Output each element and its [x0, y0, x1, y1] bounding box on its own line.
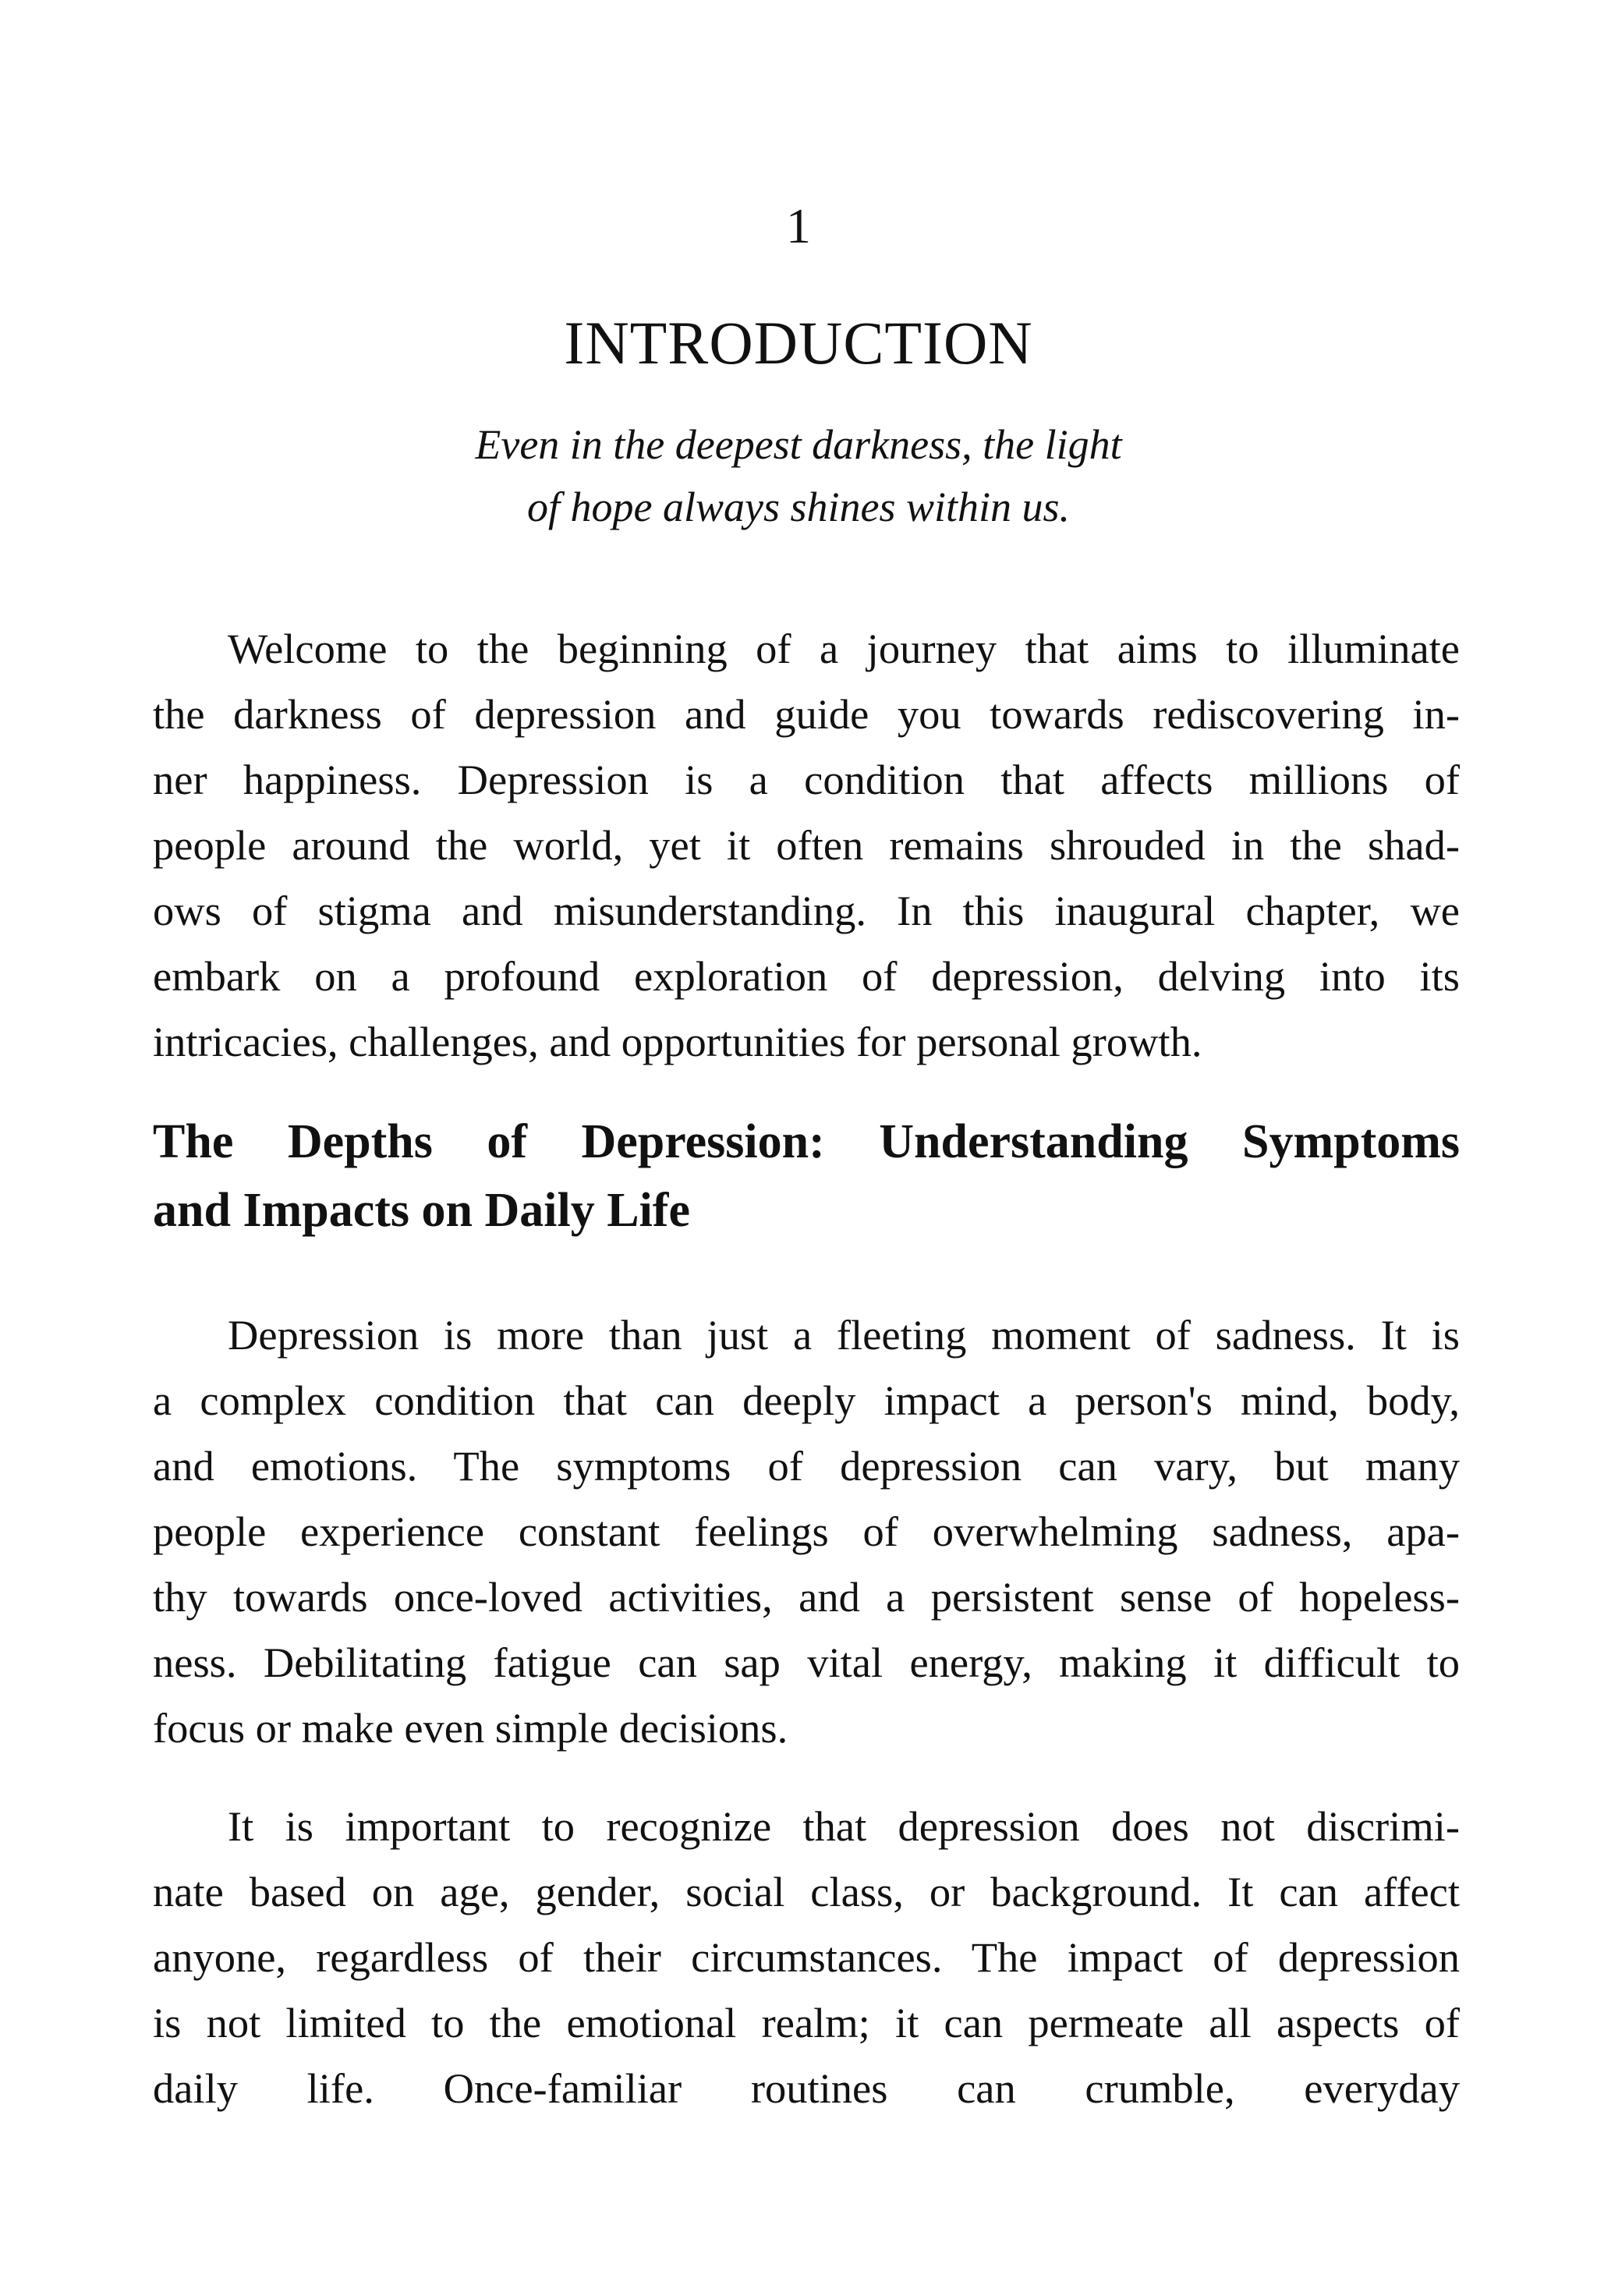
text-line: is not limited to the emotional realm; it can permeate all aspects of	[153, 1999, 1460, 2046]
text-line: and emotions. The symptoms of depression can vary, but many	[153, 1442, 1460, 1490]
chapter-number: 1	[786, 198, 811, 253]
text-line: intricacies, challenges, and opportunities for personal growth.	[153, 1018, 1202, 1065]
epigraph-line: Even in the deepest darkness, the light	[475, 421, 1122, 468]
text-line: Depression is more than just a fleeting moment of sadness. It is	[228, 1311, 1460, 1359]
text-line: the darkness of depression and guide you towards rediscovering in-	[153, 690, 1460, 738]
text-line: ows of stigma and misunderstanding. In this inaugural chapter, we	[153, 887, 1460, 934]
heading-line: The Depths of Depression: Understanding Symptoms	[153, 1115, 1460, 1168]
text-line: people experience constant feelings of overwhelming sadness, apa-	[153, 1508, 1460, 1555]
heading-line: and Impacts on Daily Life	[153, 1184, 690, 1237]
epigraph-line: of hope always shines within us.	[526, 484, 1070, 530]
epigraph	[0, 413, 1597, 538]
text-line: people around the world, yet it often remains shrouded in the shad-	[153, 821, 1460, 869]
impact-paragraph	[153, 1794, 1460, 2121]
text-line: daily life. Once-familiar routines can crumble, everyday	[153, 2064, 1460, 2112]
text-line: focus or make even simple decisions.	[153, 1704, 788, 1752]
section-heading	[153, 1107, 1460, 1245]
text-line: ness. Debilitating fatigue can sap vital energy, making it difficult to	[153, 1639, 1460, 1686]
chapter-title: INTRODUCTION	[564, 309, 1033, 377]
text-line: a complex condition that can deeply impact a person's mind, body,	[153, 1377, 1460, 1424]
text-line: embark on a profound exploration of depression, delving into its	[153, 952, 1460, 1000]
text-line: Welcome to the beginning of a journey that aims to illuminate	[228, 625, 1460, 672]
text-line: nate based on age, gender, social class, or background. It can affect	[153, 1868, 1460, 1915]
text-line: thy towards once-loved activities, and a persistent sense of hopeless-	[153, 1573, 1460, 1621]
text-line: anyone, regardless of their circumstances. The impact of depression	[153, 1933, 1460, 1981]
symptoms-paragraph	[153, 1302, 1460, 1761]
text-line: It is important to recognize that depression does not discrimi-	[228, 1802, 1460, 1850]
text-line: ner happiness. Depression is a condition that affects millions of	[153, 756, 1460, 803]
intro-paragraph	[153, 616, 1460, 1075]
